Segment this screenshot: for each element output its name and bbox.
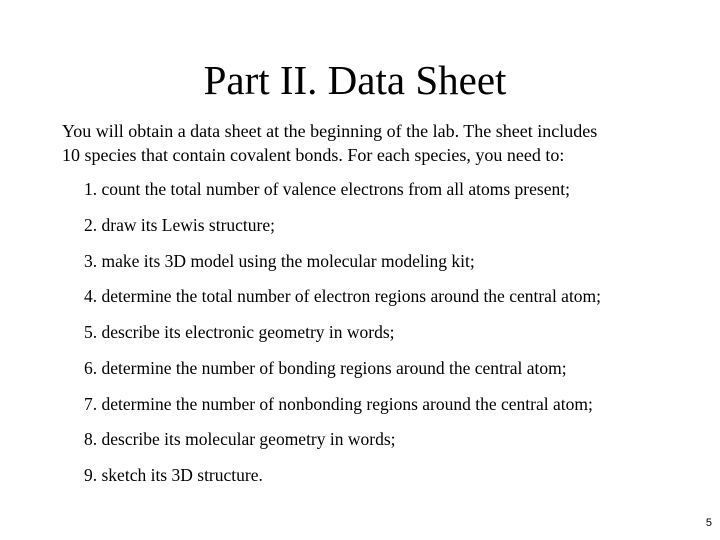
step-item: 4. determine the total number of electron regions around the central atom; [84,286,602,307]
step-item: 3. make its 3D model using the molecular modeling kit; [84,250,475,271]
slide-title: Part II. Data Sheet [203,57,507,103]
intro-line: 10 species that contain covalent bonds. For each species, you need to: [62,145,565,165]
step-item: 9. sketch its 3D structure. [84,465,263,485]
intro-line: You will obtain a data sheet at the beginning of the lab. The sheet includes [62,121,598,141]
steps-list [84,177,704,499]
step-item: 8. describe its molecular geometry in words; [84,429,396,450]
step-item: 2. draw its Lewis structure; [84,214,275,235]
step-item: 7. determine the number of nonbonding regions around the central atom; [84,393,593,414]
step-item: 5. describe its electronic geometry in words; [84,322,395,342]
page-number: 5 [705,517,712,529]
step-item: 1. count the total number of valence electrons from all atoms present; [84,179,570,199]
step-item: 6. determine the number of bonding regions around the central atom; [84,357,567,378]
intro-paragraph [62,119,702,167]
